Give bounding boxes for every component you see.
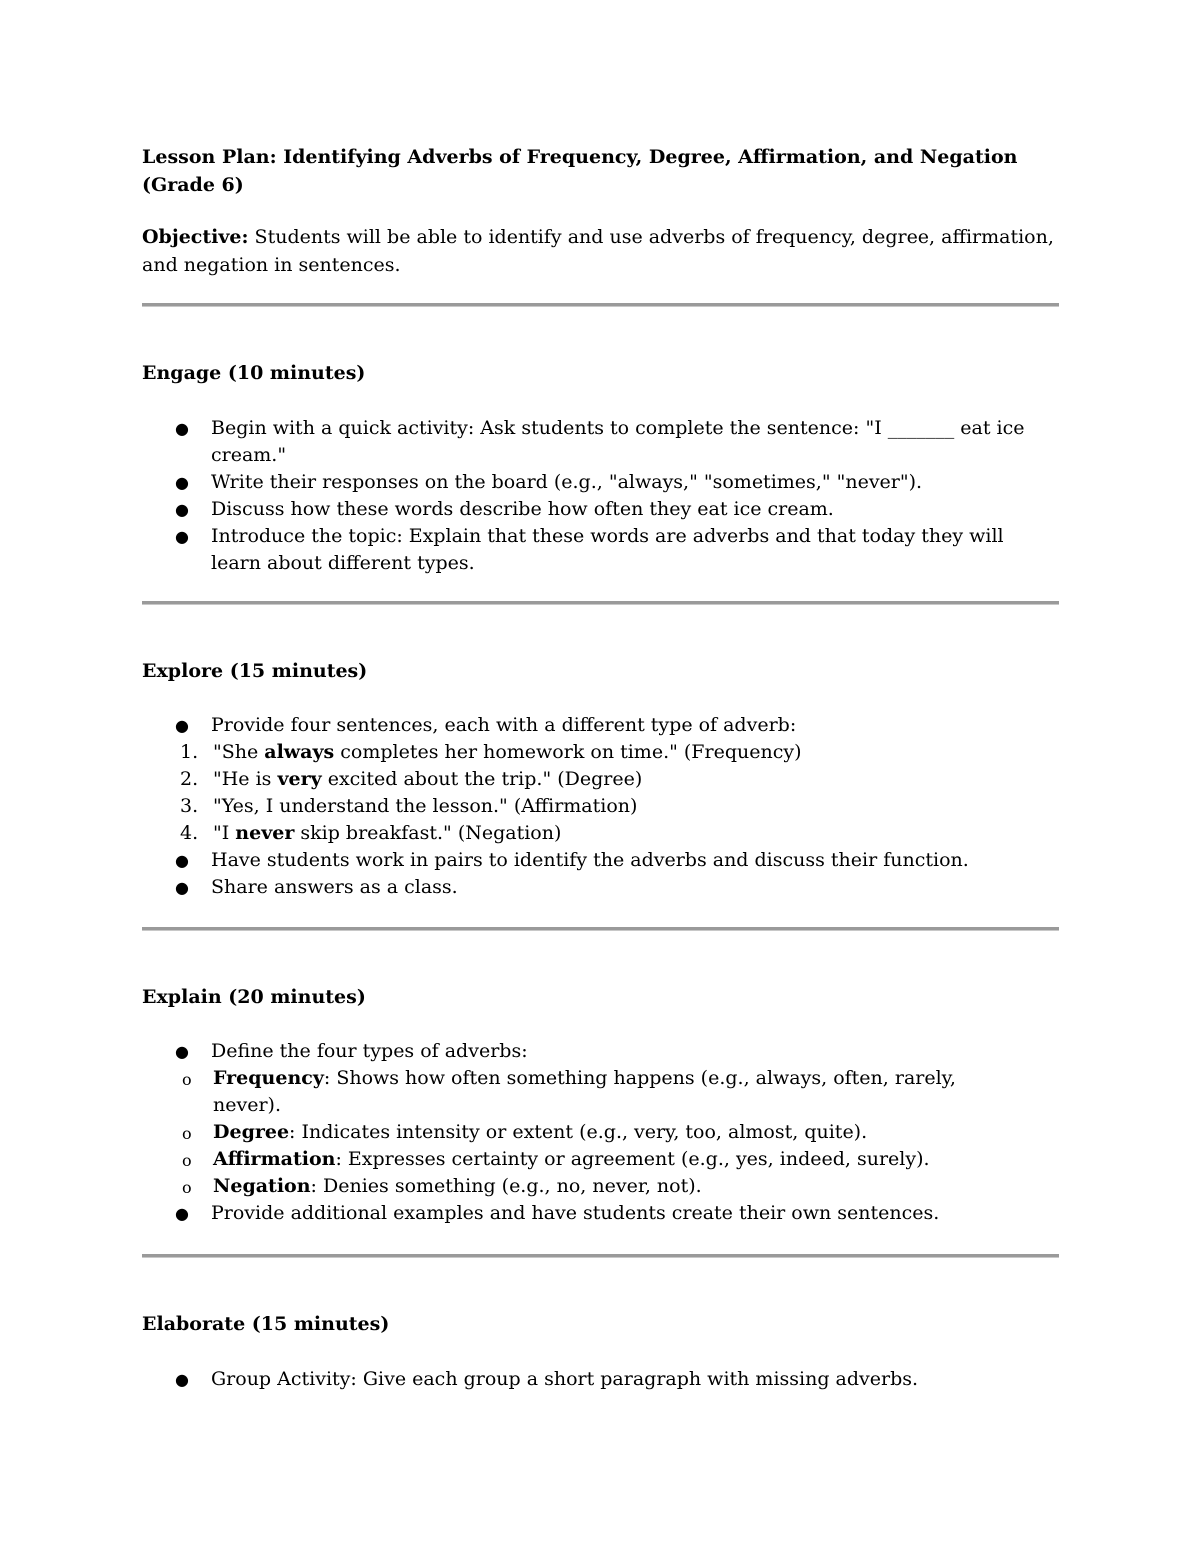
bullet-icon: ● <box>175 1370 189 1389</box>
bullet-icon: ● <box>175 1042 189 1061</box>
page-title: Lesson Plan: Identifying Adverbs of Frequency, Degree, Affirmation, and Negation (Grade 6) <box>142 146 1018 196</box>
list-item: ● Begin with a quick activity: Ask students to complete the sentence: "I _______ eat ice cream." <box>175 417 1025 466</box>
adverb-type: o Affirmation: Expresses certainty or agreement (e.g., yes, indeed, surely). <box>142 1146 973 1173</box>
list-item: ● Discuss how these words describe how often they eat ice cream. <box>142 496 1031 523</box>
explore-list <box>142 712 1062 901</box>
example-sentence: 2. "He is very excited about the trip." (Degree) <box>180 768 643 790</box>
explain-heading: Explain (20 minutes) <box>142 986 366 1008</box>
adverb-type: o Negation: Denies something (e.g., no, never, not). <box>142 1173 973 1200</box>
elaborate-list <box>142 1366 1062 1393</box>
objective <box>142 223 1062 279</box>
section-divider <box>142 927 1059 931</box>
bullet-icon: ● <box>175 527 189 546</box>
objective-label: Objective: <box>142 226 249 248</box>
bullet-icon: ● <box>175 851 189 870</box>
objective-text: Students will be able to identify and use adverbs of frequency, degree, affirmation, and negation in sentences. <box>142 226 1054 276</box>
section-divider <box>142 1254 1059 1258</box>
list-item: ● Provide additional examples and have students create their own sentences. <box>142 1200 1031 1227</box>
section-divider <box>142 601 1059 605</box>
bullet-icon: ● <box>175 473 189 492</box>
list-item: ● Have students work in pairs to identify the adverbs and discuss their function. <box>142 847 1031 874</box>
bullet-icon: ● <box>175 500 189 519</box>
bullet-icon: ● <box>175 878 189 897</box>
list-item: ● Group Activity: Give each group a short paragraph with missing adverbs. <box>142 1366 1031 1393</box>
adverb-type: o Frequency: Shows how often something happens (e.g., always, often, rarely, never). <box>182 1067 956 1116</box>
list-item: ● Provide four sentences, each with a different type of adverb: <box>142 712 1031 739</box>
list-item: ● Share answers as a class. <box>142 874 1031 901</box>
list-item: ● Define the four types of adverbs: <box>142 1038 1031 1065</box>
adverb-type: o Degree: Indicates intensity or extent (e.g., very, too, almost, quite). <box>142 1119 973 1146</box>
circle-bullet-icon: o <box>182 1124 192 1143</box>
list-item: ● Introduce the topic: Explain that these words are adverbs and that today they will learn about different types. <box>175 525 1004 574</box>
explore-heading: Explore (15 minutes) <box>142 660 368 682</box>
bullet-icon: ● <box>175 716 189 735</box>
circle-bullet-icon: o <box>182 1070 192 1089</box>
circle-bullet-icon: o <box>182 1151 192 1170</box>
elaborate-heading: Elaborate (15 minutes) <box>142 1313 390 1335</box>
list-item: ● Write their responses on the board (e.g., "always," "sometimes," "never"). <box>142 469 1031 496</box>
section-divider <box>142 303 1059 307</box>
bullet-icon: ● <box>175 419 189 438</box>
explain-list <box>142 1038 1062 1227</box>
bullet-icon: ● <box>175 1204 189 1223</box>
engage-list <box>142 415 1062 577</box>
example-sentence: 4. "I never skip breakfast." (Negation) <box>180 822 562 844</box>
circle-bullet-icon: o <box>182 1178 192 1197</box>
example-sentence: 1. "She always completes her homework on time." (Frequency) <box>180 741 802 763</box>
example-sentence: 3. "Yes, I understand the lesson." (Affirmation) <box>180 795 638 817</box>
engage-heading: Engage (10 minutes) <box>142 362 366 384</box>
